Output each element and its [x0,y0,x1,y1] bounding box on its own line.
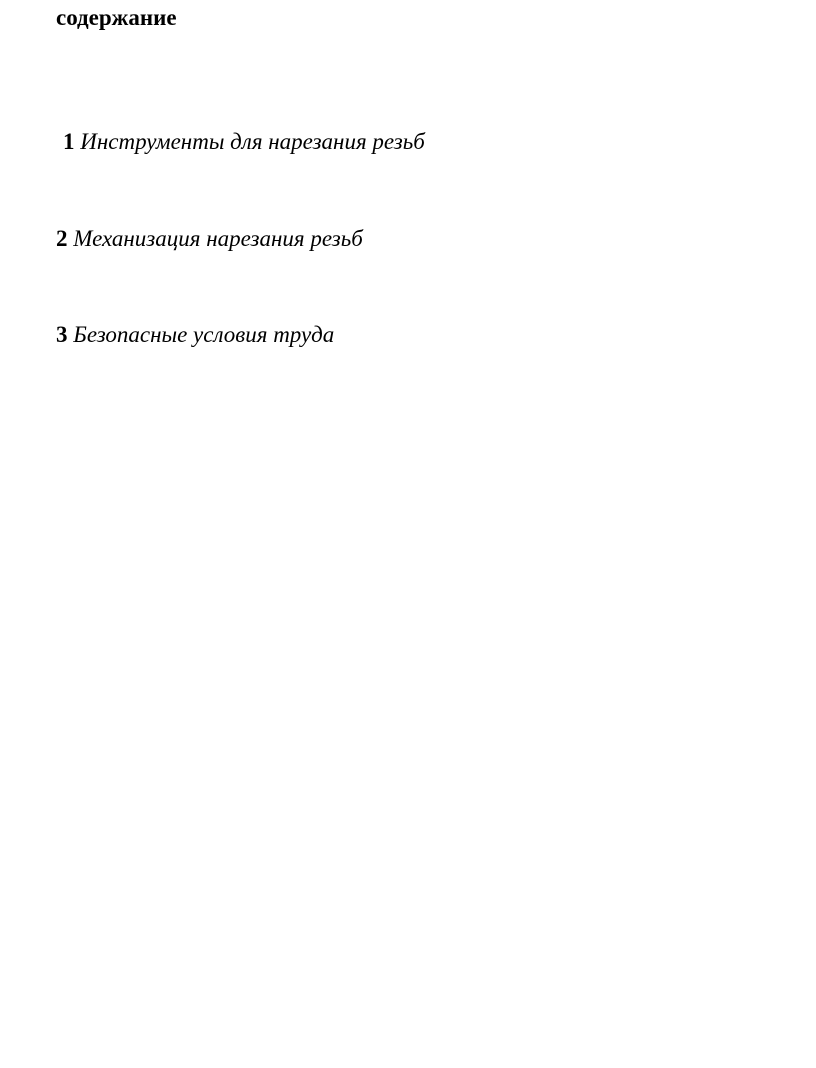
toc-item-number: 2 [56,226,68,251]
toc-item-number: 1 [63,129,75,154]
toc-item-label: Механизация нарезания резьб [73,226,363,251]
page-title: содержание [56,5,177,30]
toc-item-1 [63,128,425,156]
toc-item-label: Инструменты для нарезания резьб [80,129,425,154]
toc-item-2 [56,225,363,253]
toc-item-3 [56,321,334,349]
toc-item-number: 3 [56,322,68,347]
toc-item-label: Безопасные условия труда [73,322,335,347]
